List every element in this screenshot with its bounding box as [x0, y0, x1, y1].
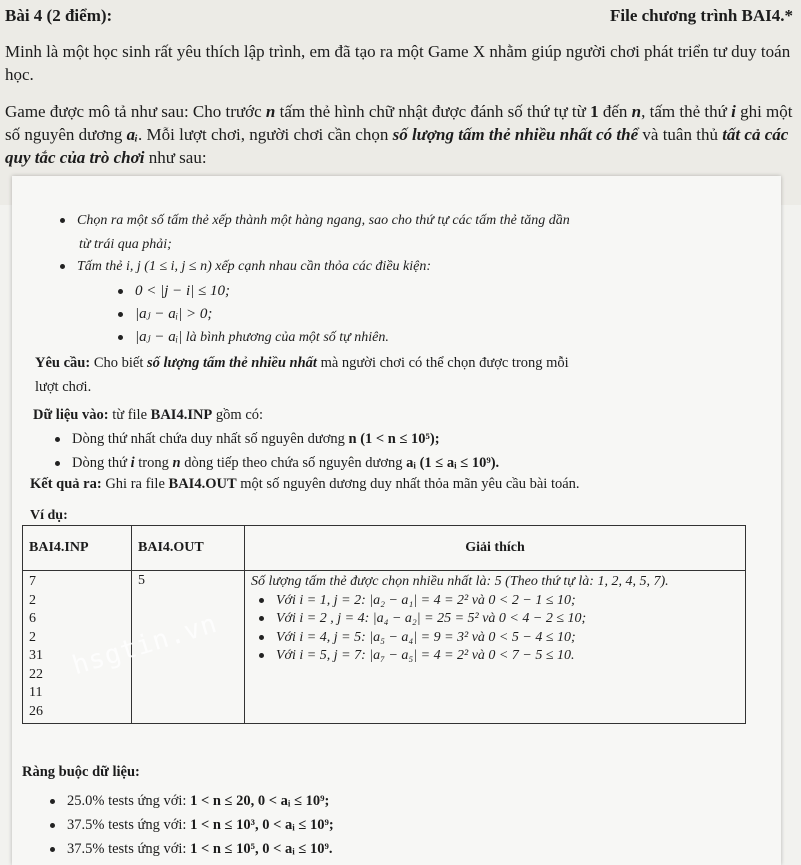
input-value: 26: [29, 703, 43, 719]
constraint-3: 37.5% tests ứng với: 1 < n ≤ 10⁵, 0 < aᵢ ≤ 10⁹.: [50, 840, 332, 858]
rule-1-cont: từ trái qua phải;: [79, 237, 172, 252]
constraints-heading: Ràng buộc dữ liệu:: [22, 764, 140, 780]
rules-sheet: [12, 176, 781, 865]
col-header-output: BAI4.OUT: [132, 526, 245, 571]
constraint-1: 25.0% tests ứng với: 1 < n ≤ 20, 0 < aᵢ ≤ 10⁹;: [50, 792, 329, 810]
condition-2: |aⱼ − aᵢ| > 0;: [118, 305, 212, 323]
example-table: [22, 525, 746, 724]
col-header-input: BAI4.INP: [23, 526, 132, 571]
input-heading: Dữ liệu vào: từ file BAI4.INP gồm có:: [33, 407, 264, 423]
condition-1: 0 < |j − i| ≤ 10;: [118, 282, 230, 300]
explanation-step: Với i = 5, j = 7: |a₇ − a₅| = 4 = 2² và 0 < 7 − 5 ≤ 10.: [251, 647, 739, 666]
input-value: 22: [29, 666, 43, 682]
rule-1: Chọn ra một số tấm thẻ xếp thành một hàng ngang, sao cho thứ tự các tấm thẻ tăng dần: [60, 212, 570, 230]
input-line-2: Dòng thứ i trong n dòng tiếp theo chứa số nguyên dương aᵢ (1 ≤ aᵢ ≤ 10⁹).: [55, 454, 499, 472]
explanation-cell: [245, 571, 746, 724]
requirement-cont: lượt chơi.: [35, 379, 92, 395]
explanation-summary: Số lượng tấm thẻ được chọn nhiều nhất là: 5 (Theo thứ tự là: 1, 2, 4, 5, 7).: [251, 574, 669, 589]
input-value: 6: [29, 611, 36, 626]
output-cell: 5: [132, 571, 245, 724]
constraint-2: 37.5% tests ứng với: 1 < n ≤ 10³, 0 < aᵢ ≤ 10⁹;: [50, 816, 334, 834]
input-line-1: Dòng thứ nhất chứa duy nhất số nguyên dương n (1 < n ≤ 10⁵);: [55, 430, 440, 448]
input-value: 2: [29, 629, 36, 645]
explanation-step: Với i = 4, j = 5: |a₅ − a₄| = 9 = 3² và 0 < 5 − 4 ≤ 10;: [251, 629, 739, 648]
col-header-explanation: Giải thích: [245, 526, 746, 571]
watermark: hsgtin.vn: [68, 608, 222, 682]
input-value: 11: [29, 685, 43, 700]
rule-2: Tấm thẻ i, j (1 ≤ i, j ≤ n) xếp cạnh nhau cần thỏa các điều kiện:: [60, 258, 431, 276]
condition-3: |aⱼ − aᵢ| là bình phương của một số tự nhiên.: [118, 328, 389, 347]
example-label: Ví dụ:: [30, 508, 68, 523]
input-value: 2: [29, 592, 36, 608]
requirement: Yêu cầu: Cho biết số lượng tấm thẻ nhiều nhất mà người chơi có thể chọn được trong mỗi: [35, 355, 569, 371]
input-value: 7: [29, 574, 36, 589]
input-value: 31: [29, 648, 43, 663]
explanation-step: Với i = 2 , j = 4: |a₄ − a₂| = 25 = 5² và 0 < 4 − 2 ≤ 10;: [251, 610, 739, 629]
intro-paragraph-2: Game được mô tả như sau: Cho trước n tấm thẻ hình chữ nhật được đánh số thứ tự từ 1 đến n, tấm thẻ thứ i ghi một số nguyên dương aᵢ. Mỗi lượt chơi, người chơi cần chọn số lượng tấm thẻ nhiều nhất có thể và tuân thủ tất cả các quy tắc của trò chơi như sau:: [5, 102, 793, 167]
file-label: File chương trình BAI4.*: [609, 6, 793, 25]
intro-paragraph-1: Minh là một học sinh rất yêu thích lập trình, em đã tạo ra một Game X nhằm giúp người chơi phát triển tư duy toán học.: [5, 42, 791, 84]
output-heading: Kết quả ra: Ghi ra file BAI4.OUT một số nguyên dương duy nhất thỏa mãn yêu cầu bài toán.: [30, 476, 580, 492]
explanation-step: Với i = 1, j = 2: |a₂ − a₁| = 4 = 2² và 0 < 2 − 1 ≤ 10;: [251, 592, 739, 611]
problem-title: Bài 4 (2 điểm):: [5, 6, 113, 25]
